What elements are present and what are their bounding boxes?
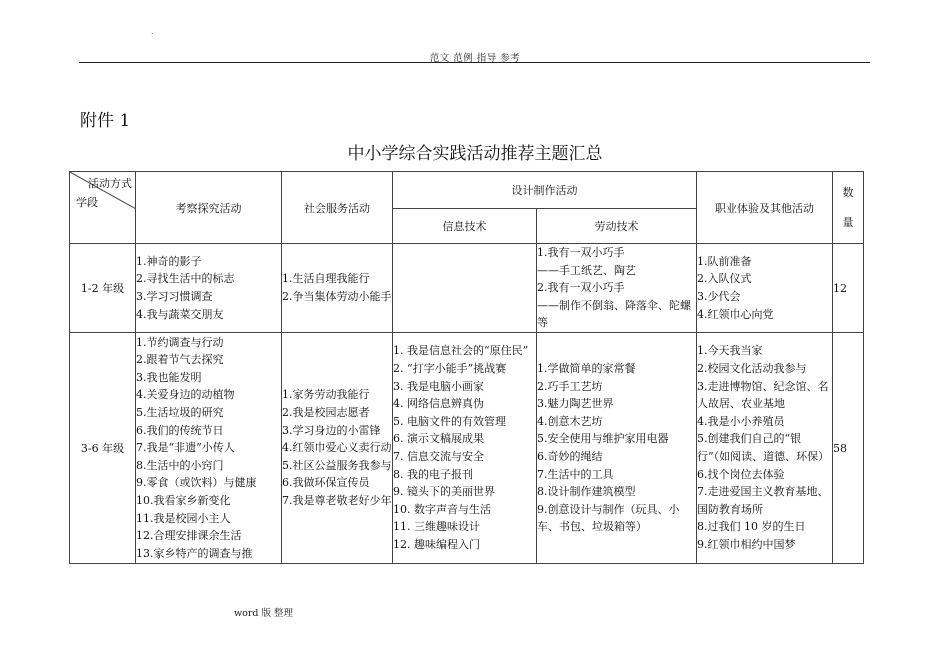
list-item: 11. 三维趣味设计 (393, 520, 480, 534)
list-item: 6.奇妙的绳结 (537, 450, 603, 463)
list-item: 6.我们的传统节日 (136, 423, 224, 437)
list-item: 9.零食（或饮料）与健康 (136, 476, 257, 490)
header-count-line1: 数 (842, 185, 854, 199)
list-item: 1.家务劳动我能行 (282, 388, 370, 402)
header-design: 设计制作活动 (393, 172, 697, 209)
cell-labor-tech (537, 333, 697, 564)
list-item: 8.设计制作建筑模型 (537, 485, 636, 499)
header-labor-tech: 劳动技术 (537, 209, 697, 244)
list-item: 1.神奇的影子 (136, 254, 202, 268)
cell-service (282, 244, 393, 333)
list-item: 6.我做环保宣传员 (282, 476, 370, 490)
attachment-label: 附件 1 (80, 111, 131, 131)
list-item: 8.过我们 10 岁的生日 (697, 520, 806, 534)
page-header: 范文 范例 指导 参考 (429, 53, 521, 64)
header-count-line2: 量 (842, 215, 854, 229)
list-item: 4.我与蔬菜交朋友 (136, 307, 224, 321)
grade-label: 1-2 年级 (70, 244, 136, 333)
grade-label: 3-6 年级 (70, 333, 136, 564)
cell-service (282, 333, 393, 564)
list-item: 9.创意设计与制作（玩具、小车、书包、垃圾箱等） (537, 502, 680, 534)
list-item: 8. 我的电子报刊 (393, 467, 473, 481)
list-item: 1.节约调查与行动 (136, 335, 224, 349)
header-count (833, 172, 864, 244)
page-footer: word 版 整理 (234, 608, 294, 619)
stray-dot: . (151, 27, 154, 36)
list-item: ——手工纸艺、陶艺 (537, 263, 636, 277)
list-item: 2. “打字小能手”挑战赛 (393, 362, 507, 376)
list-item: 2.跟着节气去探究 (136, 353, 224, 367)
list-item: 8.生活中的小窍门 (136, 458, 224, 472)
cell-info-tech (393, 244, 537, 333)
list-item: 12.合理安排课余生活 (136, 529, 242, 543)
header-inquiry: 考察探究活动 (136, 172, 282, 244)
document-title: 中小学综合实践活动推荐主题汇总 (347, 144, 603, 164)
list-item: 3.少代会 (697, 290, 741, 303)
list-item: 1. 我是信息社会的“原住民” (393, 344, 529, 358)
list-item: 6. 演示文稿展成果 (393, 432, 484, 446)
list-item: 2.入队仪式 (697, 272, 752, 286)
list-item: 9. 镜头下的美丽世界 (393, 485, 495, 499)
list-item: 5.生活垃圾的研究 (136, 406, 224, 420)
list-item: 11.我是校园小主人 (136, 511, 231, 525)
list-item: 9.红领巾相约中国梦 (697, 537, 796, 551)
cell-labor-tech (537, 244, 697, 333)
list-item: 10. 数字声音与生活 (393, 502, 491, 516)
list-item: 1.学做简单的家常餐 (537, 362, 636, 376)
list-item: 2.巧手工艺坊 (537, 379, 603, 393)
list-item: 5. 电脑文件的有效管理 (393, 414, 506, 428)
corner-header-cell (70, 172, 136, 244)
list-item: 13.家乡特产的调查与推 (136, 546, 253, 560)
themes-table (69, 171, 864, 564)
list-item: 4. 网络信息辨真伪 (393, 397, 484, 411)
list-item: 1.今天我当家 (697, 344, 763, 358)
list-item: 2.我有一双小巧手 (537, 281, 625, 295)
list-item: 3. 我是电脑小画家 (393, 379, 484, 393)
list-item: 7.我是“非遗”小传人 (136, 441, 235, 455)
count-value: 12 (833, 244, 864, 333)
list-item: 2.寻找生活中的标志 (136, 272, 235, 286)
cell-inquiry (136, 333, 282, 564)
list-item: 1.队前准备 (697, 254, 752, 268)
table-row-grade-1-2 (70, 244, 864, 333)
list-item: 5.社区公益服务我参与 (282, 458, 392, 472)
header-service: 社会服务活动 (282, 172, 393, 244)
list-item: 3.学习身边的小雷锋 (282, 423, 381, 437)
list-item: ——制作不倒翁、降落伞、陀螺等 (537, 298, 691, 330)
list-item: 1.生活自理我能行 (282, 272, 370, 286)
cell-info-tech (393, 333, 537, 564)
list-item: 5.创建我们自己的“银行”（如阅读、道德、环保） (697, 432, 830, 463)
list-item: 4.关爱身边的动植物 (136, 388, 235, 402)
corner-stage: 学段 (76, 196, 98, 209)
list-item: 7.走进爱国主义教育基地、国防教育场所 (697, 485, 829, 516)
list-item: 4.红领巾心向党 (697, 307, 774, 321)
list-item: 2.校园文化活动我参与 (697, 362, 807, 376)
list-item: 3.魅力陶艺世界 (537, 397, 614, 411)
list-item: 5.安全使用与维护家用电器 (537, 432, 669, 446)
list-item: 4.创意木艺坊 (537, 414, 603, 428)
table-row-grade-3-6 (70, 333, 864, 564)
list-item: 7.我是尊老敬老好少年 (282, 493, 392, 507)
list-item: 3.我也能发明 (136, 370, 202, 384)
header-info-tech: 信息技术 (393, 209, 537, 244)
list-item: 4.红领巾爱心义卖行动 (282, 441, 392, 455)
list-item: 4.我是小小养殖员 (697, 414, 785, 428)
count-value: 58 (833, 333, 864, 564)
list-item: 3.走进博物馆、纪念馆、名人故居、农业基地 (697, 379, 829, 411)
list-item: 12. 趣味编程入门 (393, 537, 480, 551)
list-item: 7. 信息交流与安全 (393, 450, 484, 463)
list-item: 7.生活中的工具 (537, 467, 614, 481)
list-item: 10.我看家乡新变化 (136, 493, 231, 507)
header-rule (79, 62, 870, 63)
cell-inquiry (136, 244, 282, 333)
cell-career (697, 244, 833, 333)
list-item: 1.我有一双小巧手 (537, 246, 625, 260)
cell-career (697, 333, 833, 564)
list-item: 2.争当集体劳动小能手 (282, 290, 392, 303)
list-item: 2.我是校园志愿者 (282, 406, 370, 420)
list-item: 6.找个岗位去体验 (697, 467, 785, 481)
list-item: 3.学习习惯调查 (136, 290, 213, 303)
header-career: 职业体验及其他活动 (697, 172, 833, 244)
corner-activity-mode: 活动方式 (88, 177, 132, 190)
